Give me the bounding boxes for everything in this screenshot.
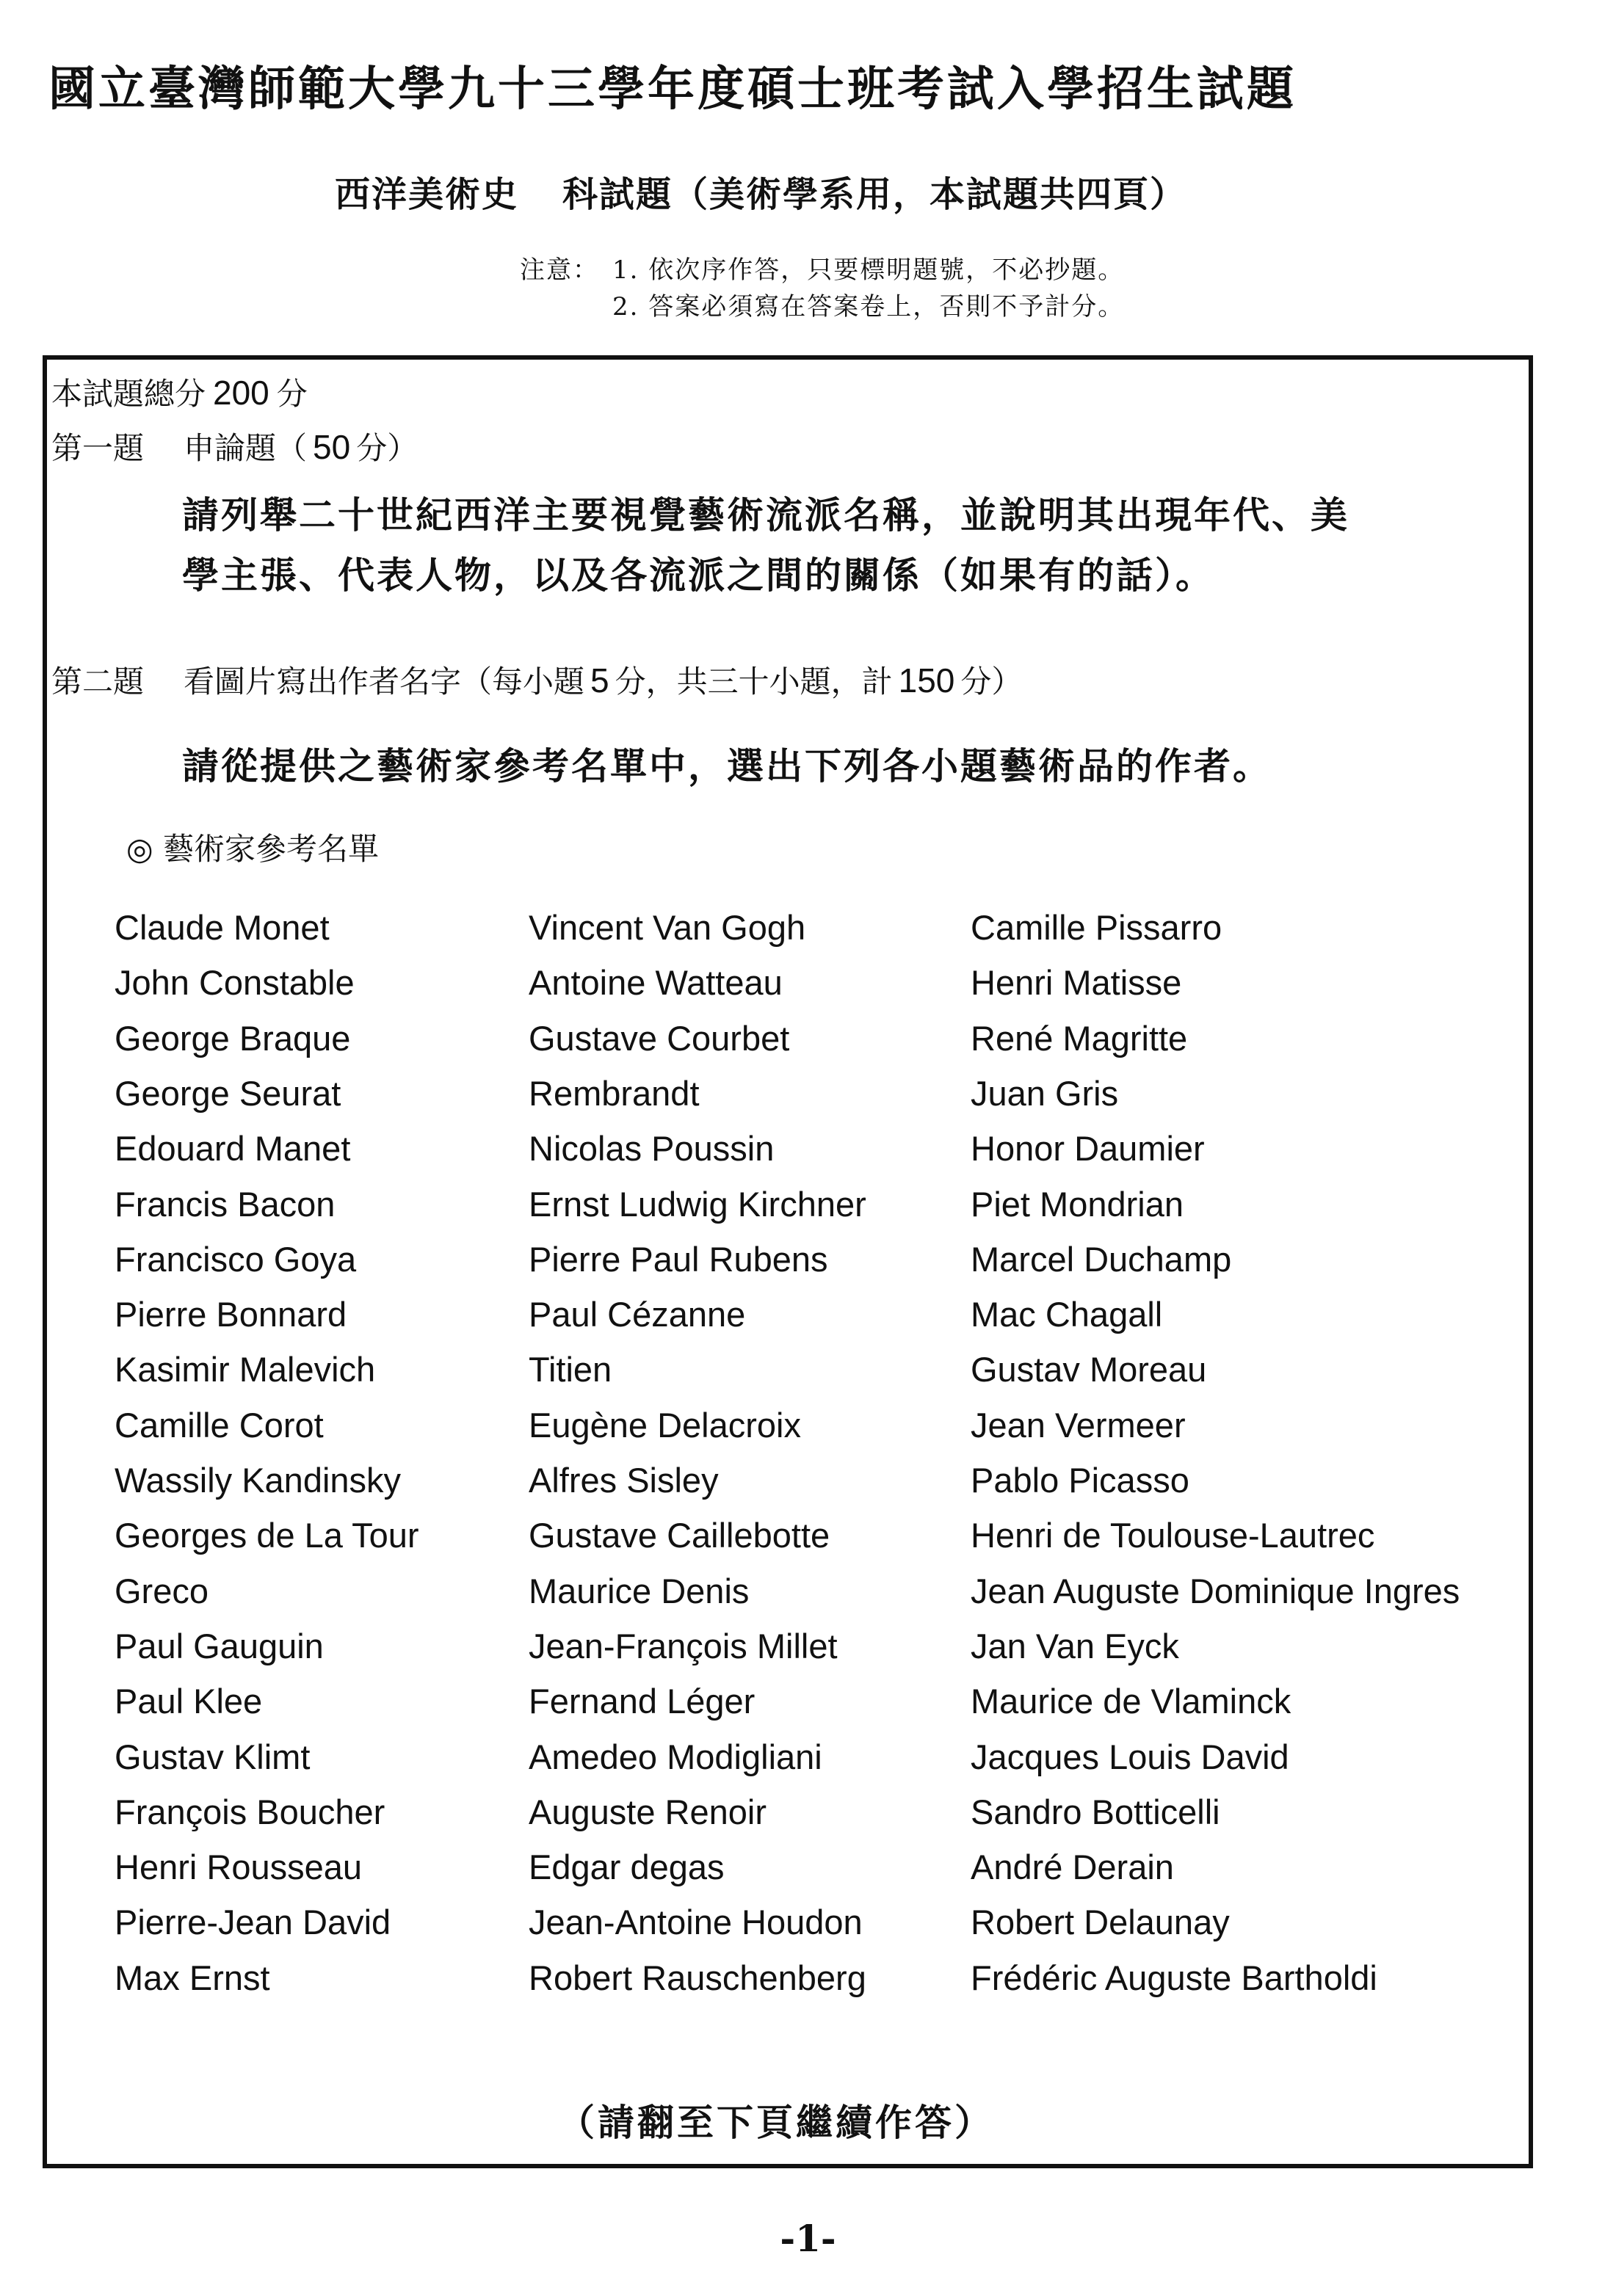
artist-name: Edouard Manet <box>115 1129 351 1168</box>
artist-name: Amedeo Modigliani <box>529 1737 822 1776</box>
artist-name: Maurice de Vlaminck <box>971 1682 1291 1721</box>
artist-name: Jean-François Millet <box>529 1627 838 1665</box>
artist-name: John Constable <box>115 963 355 1002</box>
artist-name: Paul Cézanne <box>529 1295 746 1334</box>
artist-name: Edgar degas <box>529 1848 725 1886</box>
artist-name: Gustav Moreau <box>971 1350 1207 1389</box>
artist-name: George Seurat <box>115 1074 341 1113</box>
total-score-line: 本試題總分 200 分 <box>51 374 308 412</box>
total-score-value: 200 <box>213 374 269 412</box>
artist-name: Greco <box>115 1572 209 1610</box>
artist-name: Paul Gauguin <box>115 1627 324 1665</box>
artist-name: Ernst Ludwig Kirchner <box>529 1185 866 1224</box>
artist-name: Kasimir Malevich <box>115 1350 376 1389</box>
artist-name: Camille Corot <box>115 1406 324 1445</box>
artist-name: Jean Auguste Dominique Ingres <box>971 1572 1460 1610</box>
artist-name: Piet Mondrian <box>971 1185 1184 1224</box>
page-number: -1- <box>780 2217 836 2260</box>
artist-name: Pablo Picasso <box>971 1461 1189 1500</box>
note-item: 2. 答案必須寫在答案卷上，否則不予計分。 <box>612 292 1125 321</box>
artist-name: Nicolas Poussin <box>529 1129 775 1168</box>
artist-name: Auguste Renoir <box>529 1792 767 1831</box>
note-label: 注意： <box>520 255 599 285</box>
artist-name: Henri Matisse <box>971 963 1182 1002</box>
artist-name: Maurice Denis <box>529 1572 750 1610</box>
artist-name: George Braque <box>115 1019 351 1058</box>
artist-name: Honor Daumier <box>971 1129 1205 1168</box>
artist-name: Claude Monet <box>115 908 330 947</box>
artist-name: Paul Klee <box>115 1682 263 1721</box>
artist-name: Pierre Paul Rubens <box>529 1240 828 1279</box>
artist-name: Gustav Klimt <box>115 1737 311 1776</box>
artist-name: Francisco Goya <box>115 1240 357 1279</box>
question-2-total: 150 <box>898 661 955 700</box>
artist-name: Antoine Watteau <box>529 963 783 1002</box>
question-1-text-line1: 請列舉二十世紀西洋主要視覺藝術流派名稱，並說明其出現年代、美 <box>182 493 1349 537</box>
artist-name: Vincent Van Gogh <box>529 908 806 947</box>
artist-name: Fernand Léger <box>529 1682 756 1721</box>
artist-list-heading: ◎ 藝術家參考名單 <box>126 831 379 867</box>
artist-name: Wassily Kandinsky <box>115 1461 402 1500</box>
artist-name: Robert Delaunay <box>971 1903 1230 1941</box>
artist-name: Eugène Delacroix <box>529 1406 801 1445</box>
artist-name: Alfres Sisley <box>529 1461 719 1500</box>
subject-suffix: 科試題（美術學系用，本試題共四頁） <box>562 174 1187 215</box>
artist-name: Jean Vermeer <box>971 1406 1186 1445</box>
artist-name: Camille Pissarro <box>971 908 1222 947</box>
artist-name: René Magritte <box>971 1019 1188 1058</box>
question-2-instruction: 請從提供之藝術家參考名單中，選出下列各小題藝術品的作者。 <box>182 744 1272 788</box>
artist-name: François Boucher <box>115 1792 385 1831</box>
note-item: 1. 依次序作答，只要標明題號，不必抄題。 <box>612 255 1125 285</box>
artist-name: Sandro Botticelli <box>971 1792 1220 1831</box>
subject-name: 西洋美術史 <box>335 174 519 215</box>
question-1-header: 第一題 申論題（ 50 分） <box>51 428 419 466</box>
continue-note: （請翻至下頁繼續作答） <box>558 2101 994 2144</box>
subtitle <box>335 166 1186 217</box>
question-1-score: 50 <box>313 428 351 466</box>
artist-name: Gustave Courbet <box>529 1019 790 1058</box>
artist-name: Jan Van Eyck <box>971 1627 1179 1665</box>
artist-name: Jacques Louis David <box>971 1737 1289 1776</box>
artist-name: Robert Rauschenberg <box>529 1958 866 1997</box>
artist-name: Max Ernst <box>115 1958 270 1997</box>
question-2-per-score: 5 <box>590 661 609 700</box>
artist-name: André Derain <box>971 1848 1174 1886</box>
artist-name: Mac Chagall <box>971 1295 1163 1334</box>
artist-name: Rembrandt <box>529 1074 700 1113</box>
page-title: 國立臺灣師範大學九十三學年度碩士班考試入學招生試題 <box>48 62 1297 117</box>
question-1-text-line2: 學主張、代表人物，以及各流派之間的關係（如果有的話）。 <box>182 553 1214 597</box>
artist-name: Henri Rousseau <box>115 1848 363 1886</box>
artist-name: Pierre-Jean David <box>115 1903 391 1941</box>
question-2-header: 第二題 看圖片寫出作者名字（每小題 5 分，共三十小題，計 150 分） <box>51 661 1023 700</box>
artist-name: Frédéric Auguste Bartholdi <box>971 1958 1377 1997</box>
artist-name: Georges de La Tour <box>115 1516 419 1555</box>
artist-name: Juan Gris <box>971 1074 1119 1113</box>
question-2-label: 第二題 <box>51 664 145 700</box>
artist-name: Jean-Antoine Houdon <box>529 1903 863 1941</box>
artist-name: Francis Bacon <box>115 1185 336 1224</box>
artist-name: Henri de Toulouse-Lautrec <box>971 1516 1375 1555</box>
question-1-label: 第一題 <box>51 430 145 466</box>
artist-name: Titien <box>529 1350 612 1389</box>
artist-name: Gustave Caillebotte <box>529 1516 830 1555</box>
artist-name: Marcel Duchamp <box>971 1240 1232 1279</box>
artist-name: Pierre Bonnard <box>115 1295 347 1334</box>
